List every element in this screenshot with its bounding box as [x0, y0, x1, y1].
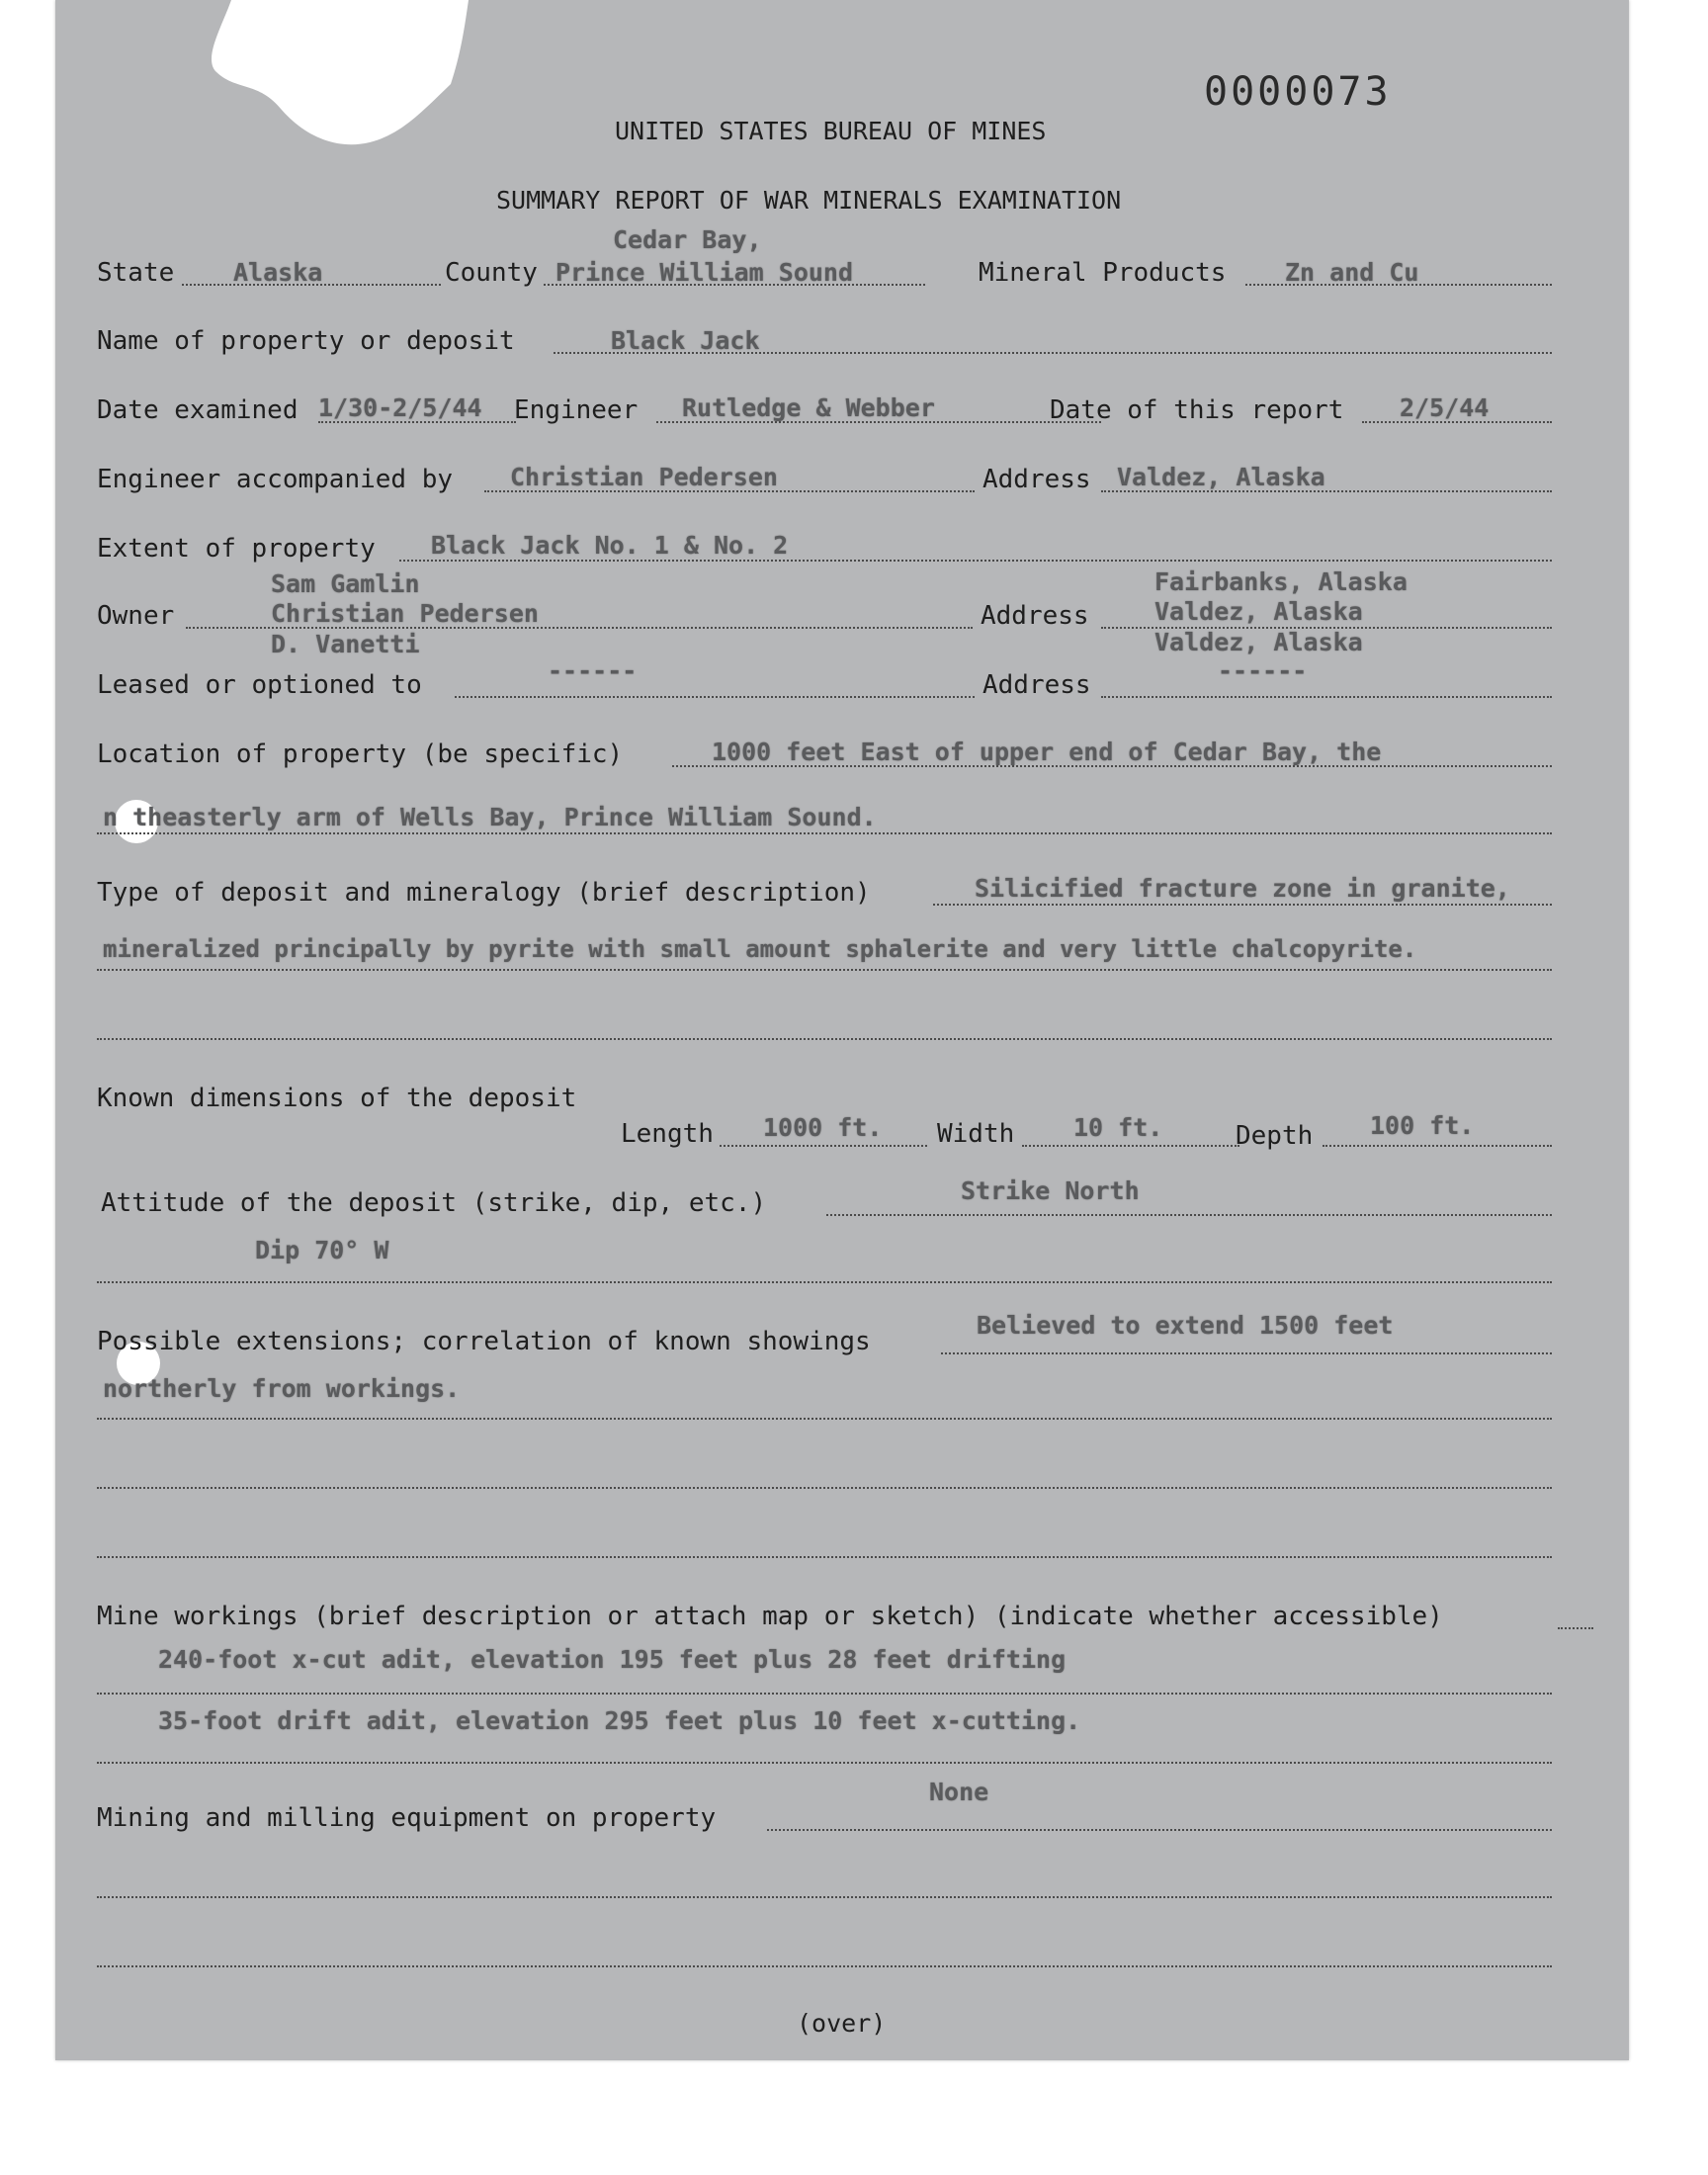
- owner-1: Sam Gamlin: [271, 569, 420, 598]
- accompanied-by-label: Engineer accompanied by: [97, 465, 454, 494]
- workings-label: Mine workings (brief description or attach map or sketch) (indicate whether accessible): [97, 1602, 1443, 1631]
- owner-address-label: Address: [981, 601, 1089, 631]
- workings-line-3: [97, 1762, 1552, 1764]
- depth-value: 100 ft.: [1370, 1111, 1475, 1140]
- workings-value-line1: 240-foot x-cut adit, elevation 195 feet plus 28 feet drifting: [158, 1645, 1067, 1674]
- equipment-label: Mining and milling equipment on property: [97, 1803, 717, 1833]
- attitude-value-line2: Dip 70° W: [255, 1236, 389, 1264]
- report-sheet: [55, 0, 1629, 2060]
- state-label: State: [97, 258, 175, 288]
- owner-label: Owner: [97, 601, 175, 631]
- property-name-label: Name of property or deposit: [97, 326, 515, 356]
- extent-label: Extent of property: [97, 534, 376, 564]
- document-number: 0000073: [1204, 69, 1392, 115]
- mineral-products-label: Mineral Products: [979, 258, 1227, 288]
- leased-line: [455, 696, 975, 698]
- owner-3: D. Vanetti: [271, 630, 420, 658]
- workings-line-2: [97, 1693, 1552, 1695]
- location-line-2: [97, 832, 1552, 834]
- county-value-line1: Cedar Bay,: [613, 225, 762, 254]
- property-name-value: Black Jack: [611, 326, 760, 355]
- width-label: Width: [937, 1119, 1015, 1149]
- workings-value-line2: 35-foot drift adit, elevation 295 feet plus 10 feet x-cutting.: [158, 1706, 1081, 1735]
- report-title: SUMMARY REPORT OF WAR MINERALS EXAMINATION: [496, 186, 1122, 215]
- location-label: Location of property (be specific): [97, 740, 624, 769]
- page-footer-over: (over): [797, 2009, 887, 2038]
- accompanied-by-value: Christian Pedersen: [510, 463, 778, 491]
- extent-line: [399, 560, 1552, 562]
- extensions-line-4: [97, 1556, 1552, 1558]
- dimensions-label: Known dimensions of the deposit: [97, 1084, 577, 1113]
- extensions-line-1: [941, 1352, 1552, 1354]
- extensions-label: Possible extensions; correlation of known showings: [97, 1327, 871, 1356]
- extent-value: Black Jack No. 1 & No. 2: [431, 531, 789, 560]
- extensions-line-3: [97, 1487, 1552, 1489]
- width-line: [1022, 1145, 1239, 1147]
- county-value-line2: Prince William Sound: [555, 258, 854, 287]
- county-label: County: [445, 258, 538, 288]
- leased-address-value: ------: [1218, 656, 1308, 685]
- equipment-line-3: [97, 1965, 1552, 1967]
- extensions-value-line1: Believed to extend 1500 feet: [977, 1311, 1394, 1340]
- attitude-line-2: [97, 1281, 1552, 1283]
- attitude-label: Attitude of the deposit (strike, dip, etc.): [101, 1188, 767, 1218]
- owner-address-2: Valdez, Alaska: [1154, 597, 1363, 626]
- length-line: [720, 1145, 927, 1147]
- workings-line-1: [1558, 1627, 1593, 1629]
- engineer-value: Rutledge & Webber: [682, 393, 935, 422]
- depth-label: Depth: [1236, 1121, 1314, 1151]
- owner-address-1: Fairbanks, Alaska: [1154, 567, 1408, 596]
- torn-corner: [55, 0, 470, 168]
- agency-heading: UNITED STATES BUREAU OF MINES: [615, 117, 1047, 145]
- width-value: 10 ft.: [1073, 1113, 1163, 1142]
- owner-line: [186, 627, 973, 629]
- owner-address-3: Valdez, Alaska: [1154, 628, 1363, 656]
- date-examined-label: Date examined: [97, 395, 299, 425]
- date-examined-value: 1/30-2/5/44: [318, 393, 482, 422]
- deposit-type-line-1: [933, 904, 1552, 906]
- deposit-type-value-line1: Silicified fracture zone in granite,: [975, 874, 1510, 903]
- length-value: 1000 ft.: [763, 1113, 883, 1142]
- location-value-line2: n theasterly arm of Wells Bay, Prince William Sound.: [103, 803, 877, 831]
- attitude-line-1: [826, 1214, 1552, 1216]
- address-label: Address: [982, 465, 1091, 494]
- mineral-products-value: Zn and Cu: [1285, 258, 1419, 287]
- leased-value: ------: [548, 656, 638, 685]
- location-value-line1: 1000 feet East of upper end of Cedar Bay, the: [712, 738, 1382, 766]
- leased-label: Leased or optioned to: [97, 670, 422, 700]
- address-value: Valdez, Alaska: [1117, 463, 1325, 491]
- equipment-value: None: [929, 1778, 989, 1806]
- leased-address-line: [1101, 696, 1552, 698]
- engineer-label: Engineer: [514, 395, 639, 425]
- owner-address-line: [1101, 627, 1552, 629]
- extensions-value-line2: northerly from workings.: [103, 1374, 461, 1403]
- equipment-line-1: [767, 1829, 1552, 1831]
- leased-address-label: Address: [982, 670, 1091, 700]
- deposit-type-value-line2: mineralized principally by pyrite with small amount sphalerite and very little chalcopyrite.: [103, 935, 1417, 963]
- deposit-type-line-3: [97, 1038, 1552, 1040]
- extensions-line-2: [97, 1418, 1552, 1420]
- depth-line: [1323, 1145, 1552, 1147]
- equipment-line-2: [97, 1896, 1552, 1898]
- report-date-value: 2/5/44: [1400, 393, 1490, 422]
- owner-2: Christian Pedersen: [271, 599, 539, 628]
- deposit-type-line-2: [97, 969, 1552, 971]
- attitude-value-line1: Strike North: [961, 1176, 1140, 1205]
- report-date-label: Date of this report: [1050, 395, 1344, 425]
- state-value: Alaska: [233, 258, 323, 287]
- deposit-type-label: Type of deposit and mineralogy (brief description): [97, 878, 871, 908]
- length-label: Length: [621, 1119, 714, 1149]
